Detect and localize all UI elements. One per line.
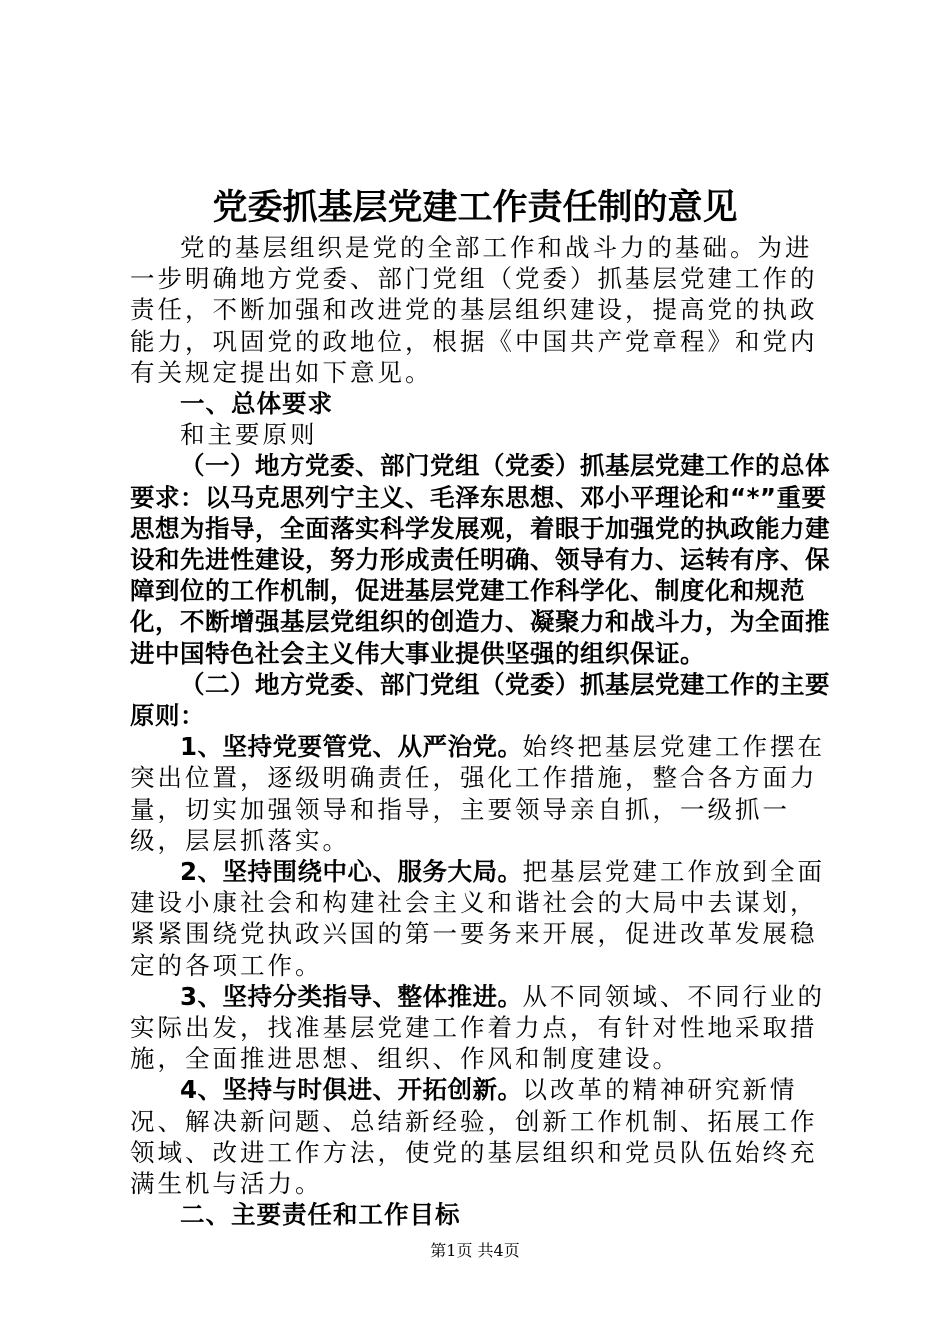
principle-item-4 (130, 1074, 834, 1199)
principle-lead: 1、坚持党要管党、从严治党。 (180, 732, 523, 762)
section-heading-1: 一、总体要求 (180, 389, 333, 419)
page-footer: 第1页 共4页 (430, 1241, 520, 1260)
principle-item-3 (130, 981, 834, 1075)
principle-text: 从不同领域、不同行业的实际出发，找准基层党建工作着力点，有针对性地采取措施，全面推进思想、组织、作风和制度建设。 (130, 981, 826, 1074)
principle-text: 始终把基层党建工作摆在突出位置，逐级明确责任，强化工作措施，整合各方面力量，切实加强领导和指导，主要领导亲自抓，一级抓一级，层层抓落实。 (130, 732, 826, 855)
section-subheading-1: 和主要原则 (180, 420, 318, 450)
principle-text: 以改革的精神研究新情况、解决新问题、总结新经验，创新工作机制、拓展工作领域、改进工作方法，使党的基层组织和党员队伍始终充满生机与活力。 (130, 1075, 818, 1199)
general-requirements-paragraph: （一）地方党委、部门党组（党委）抓基层党建工作的总体要求：以马克思列宁主义、毛泽东思想、邓小平理论和“*”重要思想为指导，全面落实科学发展观，着眼于加强党的执政能力建设和先进性建设，努力形成责任明确、领导有力、运转有序、保障到位的工作机制，促进基层党建工作科学化、制度化和规范化，不断增强基层党组织的创造力、凝聚力和战斗力，为全面推进中国特色社会主义伟大事业提供坚强的组织保证。 (130, 451, 830, 668)
principle-item-1 (130, 731, 834, 856)
section-heading-2: 二、主要责任和工作目标 (180, 1200, 461, 1230)
principles-intro-paragraph: （二）地方党委、部门党组（党委）抓基层党建工作的主要原则： (130, 669, 830, 731)
intro-paragraph: 党的基层组织是党的全部工作和战斗力的基础。为进一步明确地方党委、部门党组（党委）抓基层党建工作的责任，不断加强和改进党的基层组织建设，提高党的执政能力，巩固党的政地位，根据《中国共产党章程》和党内有关规定提出如下意见。 (130, 233, 818, 387)
principle-text: 把基层党建工作放到全面建设小康社会和构建社会主义和谐社会的大局中去谋划，紧紧围绕党执政兴国的第一要务来开展，促进改革发展稳定的各项工作。 (130, 857, 826, 980)
document-body (130, 232, 834, 1231)
document-title: 党委抓基层党建工作责任制的意见 (212, 188, 738, 228)
principle-lead: 4、坚持与时俱进、开拓创新。 (180, 1075, 523, 1105)
principle-lead: 3、坚持分类指导、整体推进。 (180, 981, 523, 1011)
principle-lead: 2、坚持围绕中心、服务大局。 (180, 857, 523, 887)
principle-item-2 (130, 856, 834, 981)
